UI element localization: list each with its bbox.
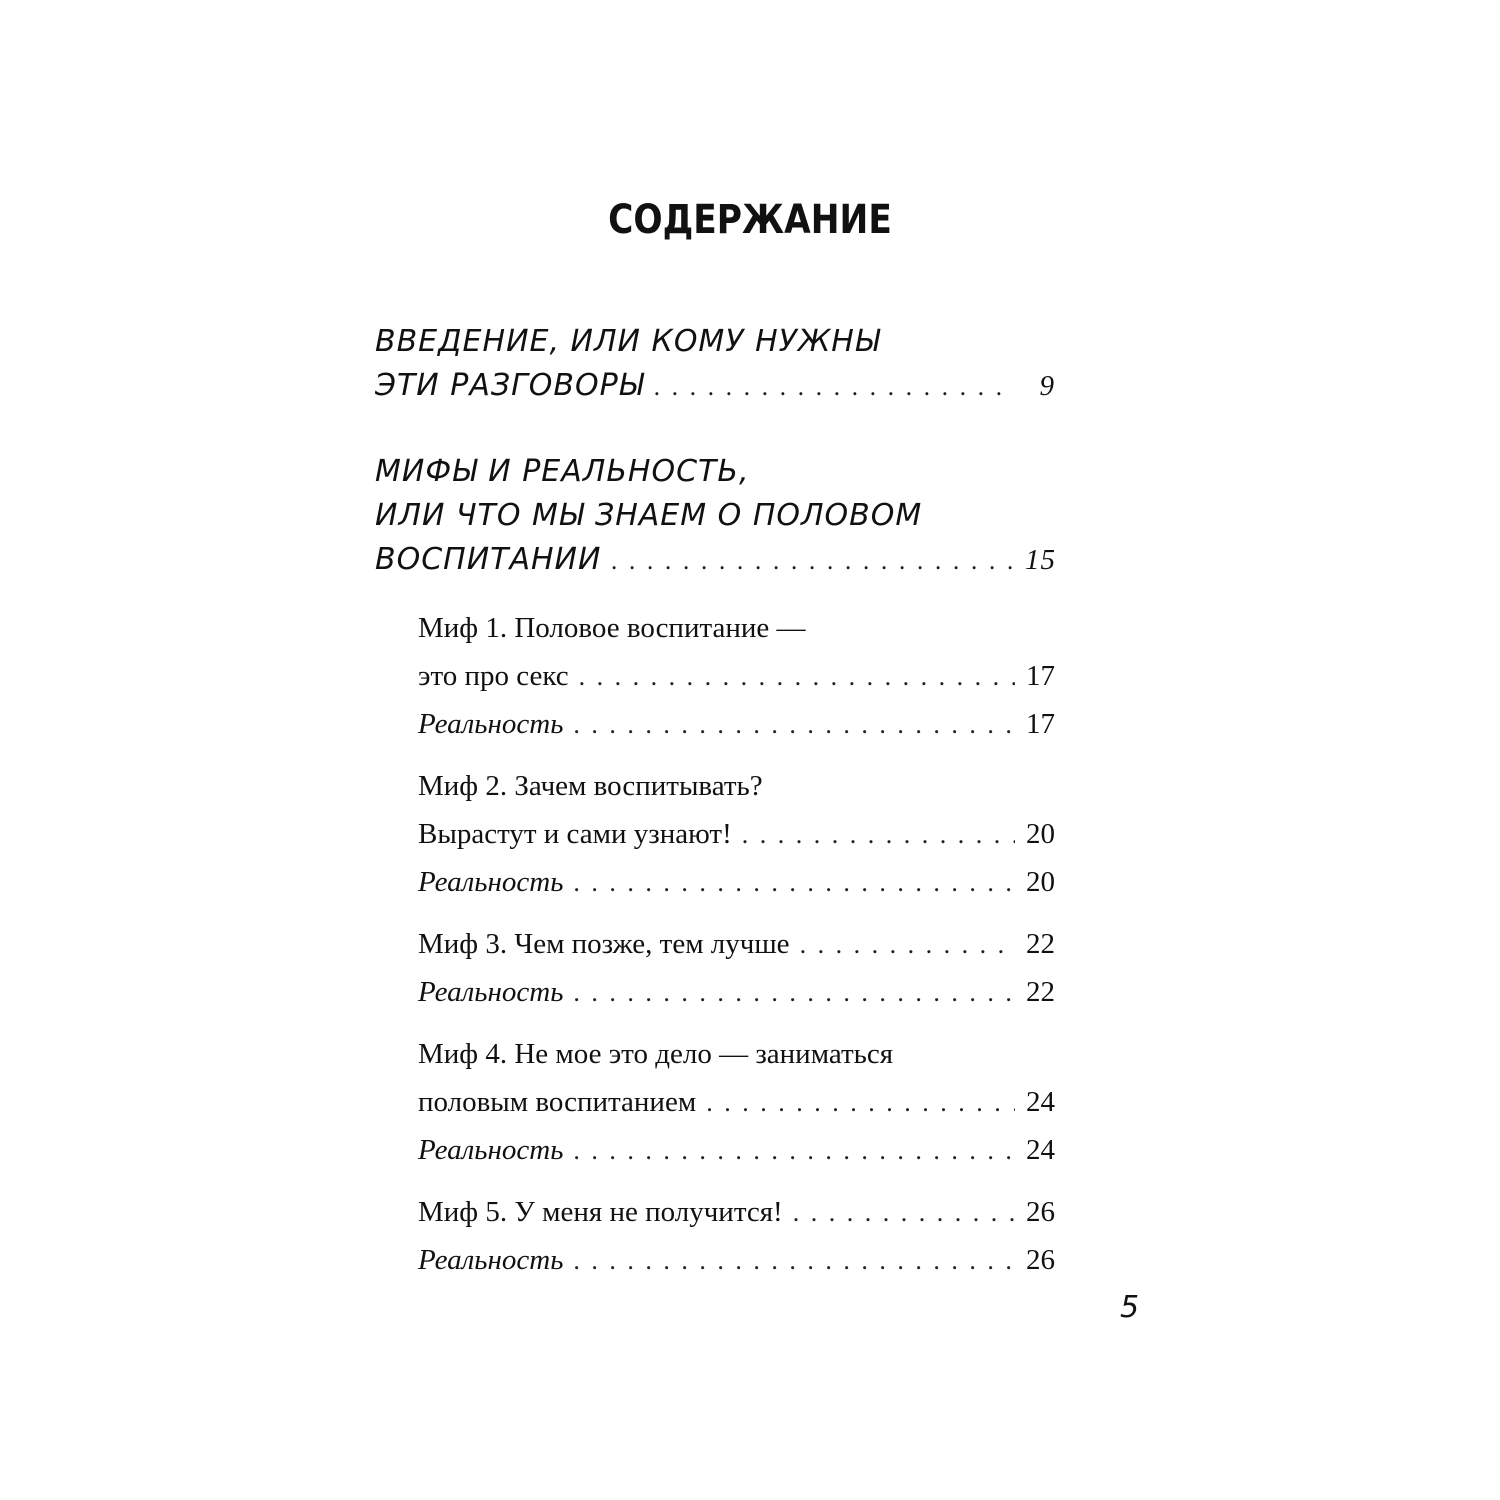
toc-entry-title-line: Вырастут и сами узнают! bbox=[418, 818, 732, 850]
toc-entry-myth-3[interactable] bbox=[418, 920, 1055, 1016]
toc-page-number: 15 bbox=[1025, 544, 1056, 576]
reality-label: Реальность bbox=[418, 1244, 564, 1276]
toc-entry-title-line: ВОСПИТАНИИ bbox=[375, 542, 602, 577]
toc-entry-myth-5[interactable] bbox=[418, 1188, 1055, 1284]
leader-dots bbox=[573, 701, 1015, 749]
toc-entry-introduction[interactable] bbox=[375, 320, 1055, 408]
toc-entry-reality[interactable] bbox=[418, 1126, 1055, 1174]
toc-page-number: 20 bbox=[1026, 818, 1055, 850]
toc-entry-myth-1[interactable] bbox=[418, 604, 1055, 748]
toc-entry-reality[interactable] bbox=[418, 968, 1055, 1016]
page-number: 5 bbox=[1120, 1290, 1140, 1325]
toc-entry-reality[interactable] bbox=[418, 1236, 1055, 1284]
page-title: СОДЕРЖАНИЕ bbox=[608, 197, 892, 243]
toc-entry-title-line: Миф 2. Зачем воспитывать? bbox=[418, 770, 763, 802]
toc-entry-reality[interactable] bbox=[418, 700, 1055, 748]
reality-label: Реальность bbox=[418, 866, 564, 898]
leader-dots bbox=[573, 859, 1015, 907]
toc-entry-myth-2[interactable] bbox=[418, 762, 1055, 906]
toc-entry-title-line: ИЛИ ЧТО МЫ ЗНАЕМ О ПОЛОВОМ bbox=[375, 498, 923, 533]
toc-page-number: 17 bbox=[1026, 708, 1055, 740]
toc-entry-myths-and-reality[interactable] bbox=[375, 450, 1055, 582]
leader-dots bbox=[800, 921, 1015, 969]
leader-dots bbox=[579, 653, 1015, 701]
leader-dots bbox=[611, 539, 1015, 583]
table-of-contents bbox=[375, 320, 1055, 1284]
leader-dots bbox=[706, 1079, 1015, 1127]
toc-entry-title-line: Миф 1. Половое воспитание — bbox=[418, 612, 806, 644]
toc-page-number: 20 bbox=[1026, 866, 1055, 898]
leader-dots bbox=[793, 1189, 1015, 1237]
leader-dots bbox=[573, 1237, 1015, 1285]
toc-page-number: 22 bbox=[1026, 976, 1055, 1008]
toc-entry-myth-4[interactable] bbox=[418, 1030, 1055, 1174]
toc-page-number: 9 bbox=[1039, 370, 1055, 402]
toc-entry-title-line: Миф 3. Чем позже, тем лучше bbox=[418, 928, 790, 960]
leader-dots bbox=[573, 1127, 1015, 1175]
toc-entry-title-line: ВВЕДЕНИЕ, ИЛИ КОМУ НУЖНЫ bbox=[375, 324, 881, 359]
toc-entry-title-line: МИФЫ И РЕАЛЬНОСТЬ, bbox=[375, 454, 750, 489]
toc-entry-title-line: это про секс bbox=[418, 660, 569, 692]
toc-entry-title-line: ЭТИ РАЗГОВОРЫ bbox=[375, 368, 645, 403]
toc-entry-title-line: Миф 5. У меня не получится! bbox=[418, 1196, 783, 1228]
toc-page-number: 24 bbox=[1026, 1086, 1055, 1118]
reality-label: Реальность bbox=[418, 708, 564, 740]
leader-dots bbox=[654, 365, 1015, 409]
toc-entry-title-line: Миф 4. Не мое это дело — заниматься bbox=[418, 1038, 894, 1070]
leader-dots bbox=[573, 969, 1015, 1017]
toc-entry-title-line: половым воспитанием bbox=[418, 1086, 697, 1118]
leader-dots bbox=[742, 811, 1015, 859]
reality-label: Реальность bbox=[418, 1134, 564, 1166]
toc-page-number: 24 bbox=[1026, 1134, 1055, 1166]
toc-page-number: 22 bbox=[1026, 928, 1055, 960]
toc-page-number: 17 bbox=[1026, 660, 1055, 692]
toc-page-number: 26 bbox=[1026, 1196, 1055, 1228]
reality-label: Реальность bbox=[418, 976, 564, 1008]
toc-page-number: 26 bbox=[1026, 1244, 1055, 1276]
toc-entry-reality[interactable] bbox=[418, 858, 1055, 906]
